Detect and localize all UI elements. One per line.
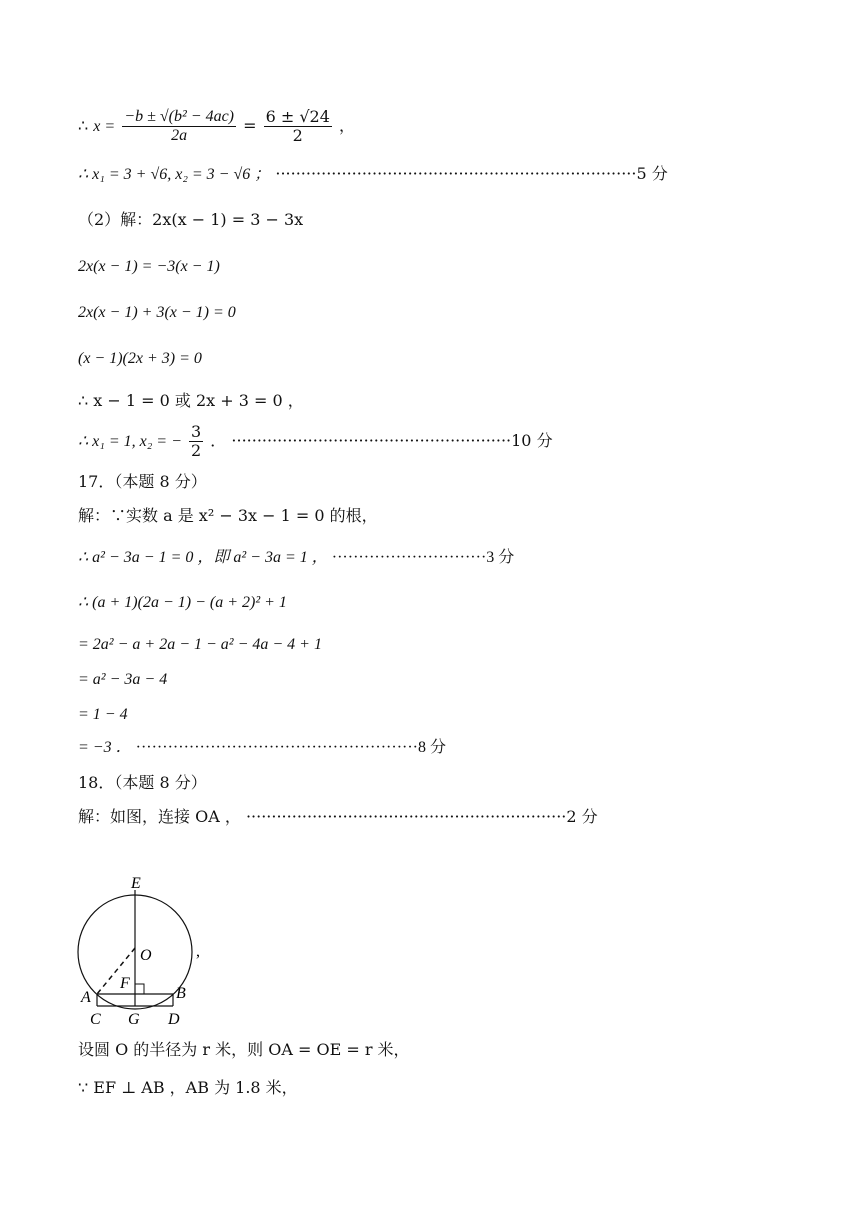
step-line-2 [78,302,236,324]
label-B: B [176,985,186,1002]
q17-line-2 [78,547,514,569]
formula-line-1 [78,108,355,145]
roots-text: ∴ x₁ = 1, x₂ = − [78,433,182,450]
step-text: 2x(x − 1) + 3(x − 1) = 0 [78,304,236,321]
figure-comma: , [196,943,200,960]
quadratic-numerator: −b ± √(b² − 4ac) [124,108,234,125]
step-text: 设圆 O 的半径为 r 米，则 OA = OE = r 米， [78,1040,410,1059]
leader-dots: ······························································· [245,807,567,826]
step-text: 解：如图，连接 OA ， [78,807,241,826]
step-text: = −3 ． [78,739,132,756]
step-text: (x − 1)(2x + 3) = 0 [78,350,202,367]
question-17-heading [78,471,207,493]
solution-line-2 [78,423,553,460]
score-label: 8 分 [418,739,447,756]
label-D: D [168,1011,180,1028]
root-fraction [189,423,203,460]
solution-line-1 [78,163,668,186]
step-text: ∴ a² − 3a − 1 = 0 ，即 a² − 3a = 1 ， [78,549,328,566]
therefore-symbol: ∴ [78,116,89,135]
step-text: 2x(x − 1) = −3(x − 1) [78,258,220,275]
period: ． [210,431,227,450]
score-label: 5 分 [636,164,668,183]
q18-line-1 [78,806,598,828]
q18-line-3 [78,1077,298,1099]
q17-line-4 [78,634,322,656]
root-numerator: 3 [191,422,202,441]
question-18-heading [78,772,207,794]
question-title: 17．（本题 8 分） [78,472,207,491]
value-numerator: 6 ± √24 [265,107,330,126]
step-text: = 1 − 4 [78,706,128,723]
step-text: = a² − 3a − 4 [78,671,168,688]
question-title: 18．（本题 8 分） [78,773,207,792]
label-O: O [140,947,152,964]
part-2-equation: （2）解：2x(x − 1) = 3 − 3x [78,210,304,229]
circle-diagram [76,872,216,1032]
step-line-4 [78,390,304,412]
step-line-1 [78,256,220,278]
score-label: 10 分 [511,431,553,450]
step-text: ∴ x − 1 = 0 或 2x + 3 = 0 ， [78,391,304,410]
roots-text: ∴ x₁ = 3 + √6, x₂ = 3 − √6 ； [78,166,271,183]
q17-line-3 [78,592,287,614]
q17-line-7 [78,737,446,759]
quadratic-fraction [122,108,236,145]
label-A: A [81,989,91,1006]
q17-line-1 [78,505,378,527]
label-G: G [128,1011,140,1028]
x-equals: x = [93,118,116,135]
score-label: 3 分 [486,549,515,566]
leader-dots: ······································································· [275,164,637,183]
quadratic-denominator: 2a [171,127,188,144]
right-angle-mark [135,984,144,994]
leader-dots: ····························· [331,549,487,566]
label-E: E [131,875,141,892]
step-line-3 [78,348,202,370]
leader-dots: ····················································· [135,739,418,756]
step-text: ∴ (a + 1)(2a − 1) − (a + 2)² + 1 [78,594,287,611]
value-denominator: 2 [292,126,303,145]
root-denominator: 2 [191,441,202,460]
score-label: 2 分 [566,807,598,826]
part-2-heading [78,209,303,231]
value-fraction [264,108,332,145]
step-text: ∵ EF ⊥ AB ，AB 为 1.8 米， [78,1078,298,1097]
equals-sign: = [243,116,257,135]
step-text: 解：∵实数 a 是 x² − 3x − 1 = 0 的根， [78,506,378,525]
label-F: F [120,975,130,992]
q17-line-6 [78,704,128,726]
q18-line-2 [78,1039,410,1061]
leader-dots: ······················································· [231,431,512,450]
step-text: = 2a² − a + 2a − 1 − a² − 4a − 4 + 1 [78,636,322,653]
q17-line-5 [78,669,167,691]
label-C: C [90,1011,101,1028]
comma: ， [339,116,356,135]
